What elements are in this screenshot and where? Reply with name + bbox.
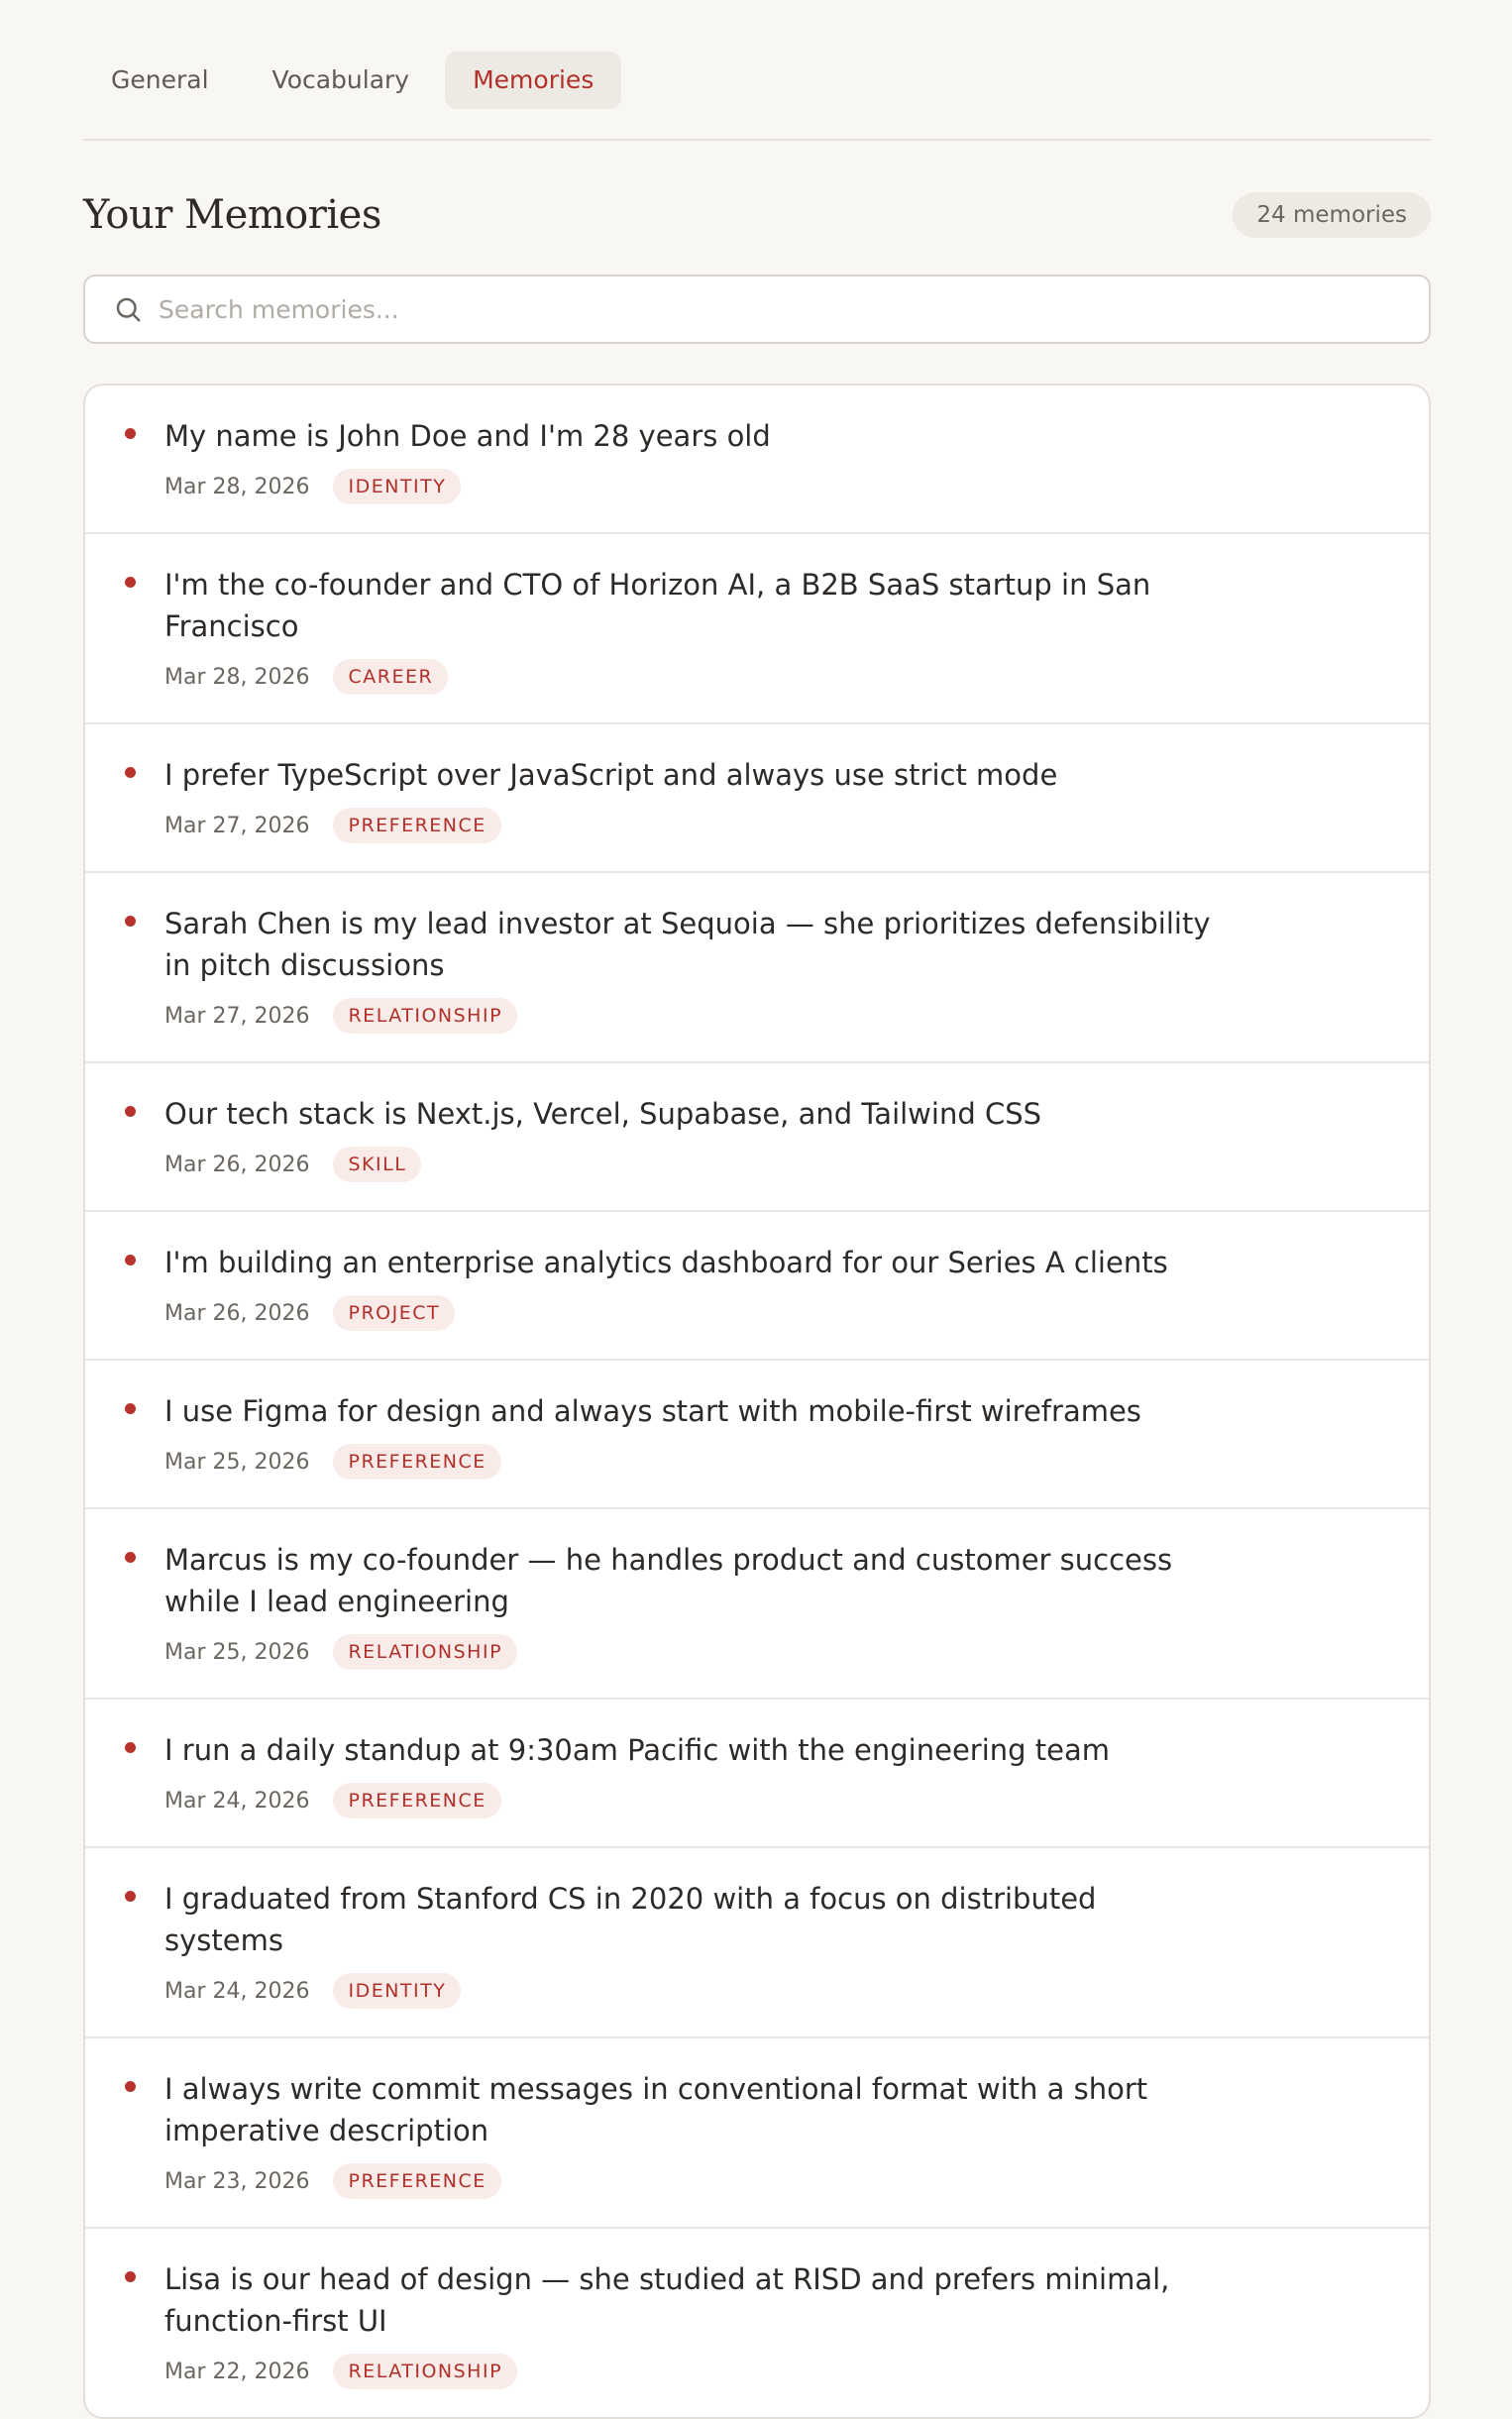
memory-meta <box>164 1783 1389 1818</box>
tab-vocabulary[interactable]: Vocabulary <box>271 65 410 94</box>
memory-text: I'm building an enterprise analytics dashboard for our Series A clients <box>164 1246 1168 1279</box>
memory-item[interactable] <box>85 2038 1429 2229</box>
bullet-dot-icon <box>125 577 136 588</box>
memory-text: I run a daily standup at 9:30am Pacific with the engineering team <box>164 1733 1111 1767</box>
memory-text: I use Figma for design and always start with mobile-first wireframes <box>164 1394 1141 1428</box>
bullet-dot-icon <box>125 1552 136 1563</box>
bullet-dot-icon <box>125 1106 136 1117</box>
memory-text: Lisa is our head of design — she studied at RISD and prefers minimal, function-first UI <box>164 2262 1170 2338</box>
memory-text: I always write commit messages in conventional format with a short imperative description <box>164 2072 1148 2147</box>
memory-item[interactable] <box>85 534 1429 724</box>
memory-item[interactable] <box>85 1700 1429 1848</box>
memory-date: Mar 25, 2026 <box>164 1449 310 1475</box>
memory-date: Mar 26, 2026 <box>164 1152 310 1177</box>
memory-text: Marcus is my co-founder — he handles product and customer success while I lead engineering <box>164 1543 1173 1618</box>
memories-page <box>83 0 1431 2384</box>
memory-text: My name is John Doe and I'm 28 years old <box>164 419 771 453</box>
bullet-dot-icon <box>125 1742 136 1753</box>
memory-category-tag: PREFERENCE <box>333 808 500 843</box>
memory-date: Mar 24, 2026 <box>164 1788 310 1814</box>
memory-date: Mar 24, 2026 <box>164 1978 310 2004</box>
memory-meta <box>164 998 1389 1034</box>
memory-item[interactable] <box>85 873 1429 1063</box>
memory-meta <box>164 1147 1389 1182</box>
memory-category-tag: IDENTITY <box>333 1973 461 2009</box>
search-input[interactable] <box>159 295 1407 324</box>
memory-item[interactable] <box>85 1063 1429 1212</box>
memory-category-tag: PREFERENCE <box>333 1444 500 1480</box>
memory-item[interactable] <box>85 1848 1429 2038</box>
bullet-dot-icon <box>125 1403 136 1414</box>
memory-category-tag: SKILL <box>333 1147 421 1182</box>
memory-meta <box>164 1973 1389 2009</box>
memory-date: Mar 28, 2026 <box>164 474 310 499</box>
memory-category-tag: PREFERENCE <box>333 1783 500 1818</box>
memory-date: Mar 23, 2026 <box>164 2168 310 2194</box>
memory-meta <box>164 2354 1389 2389</box>
memory-meta <box>164 659 1389 695</box>
page-title: Your Memories <box>83 192 381 238</box>
memory-category-tag: RELATIONSHIP <box>333 1634 517 1670</box>
memory-date: Mar 22, 2026 <box>164 2359 310 2384</box>
bullet-dot-icon <box>125 1255 136 1265</box>
memory-category-tag: IDENTITY <box>333 469 461 504</box>
memory-category-tag: PREFERENCE <box>333 2163 500 2199</box>
memory-category-tag: PROJECT <box>333 1295 455 1331</box>
memory-category-tag: RELATIONSHIP <box>333 998 517 1034</box>
memories-header <box>83 141 1431 272</box>
memory-item[interactable] <box>85 1509 1429 1700</box>
memory-item[interactable] <box>85 2229 1429 2417</box>
memory-meta <box>164 469 1389 504</box>
memory-date: Mar 27, 2026 <box>164 1003 310 1029</box>
search-box[interactable] <box>83 275 1431 344</box>
bullet-dot-icon <box>125 2271 136 2282</box>
memory-item[interactable] <box>85 1361 1429 1509</box>
memory-date: Mar 28, 2026 <box>164 664 310 690</box>
memory-text: I'm the co-founder and CTO of Horizon AI, a B2B SaaS startup in San Francisco <box>164 568 1151 643</box>
memory-list <box>83 384 1431 2419</box>
memory-count-badge: 24 memories <box>1233 192 1431 238</box>
memory-category-tag: CAREER <box>333 659 448 695</box>
memory-date: Mar 25, 2026 <box>164 1639 310 1665</box>
memory-meta <box>164 1295 1389 1331</box>
memory-meta <box>164 808 1389 843</box>
memory-item[interactable] <box>85 385 1429 534</box>
bullet-dot-icon <box>125 767 136 778</box>
memory-text: Sarah Chen is my lead investor at Sequoia — she prioritizes defensibility in pitch discussions <box>164 907 1211 982</box>
memory-text: Our tech stack is Next.js, Vercel, Supabase, and Tailwind CSS <box>164 1097 1042 1131</box>
memory-date: Mar 27, 2026 <box>164 813 310 838</box>
memory-meta <box>164 2163 1389 2199</box>
bullet-dot-icon <box>125 428 136 439</box>
bullet-dot-icon <box>125 2081 136 2092</box>
bullet-dot-icon <box>125 916 136 927</box>
settings-tabs <box>83 0 1431 141</box>
memory-item[interactable] <box>85 1212 1429 1361</box>
memory-date: Mar 26, 2026 <box>164 1300 310 1326</box>
memory-category-tag: RELATIONSHIP <box>333 2354 517 2389</box>
bullet-dot-icon <box>125 1891 136 1902</box>
memory-text: I prefer TypeScript over JavaScript and always use strict mode <box>164 758 1058 792</box>
memory-text: I graduated from Stanford CS in 2020 with a focus on distributed systems <box>164 1882 1097 1957</box>
memory-meta <box>164 1444 1389 1480</box>
memory-item[interactable] <box>85 724 1429 873</box>
tab-memories[interactable]: Memories <box>445 52 621 109</box>
search-icon <box>113 294 143 324</box>
tab-general[interactable]: General <box>111 65 209 94</box>
memory-meta <box>164 1634 1389 1670</box>
